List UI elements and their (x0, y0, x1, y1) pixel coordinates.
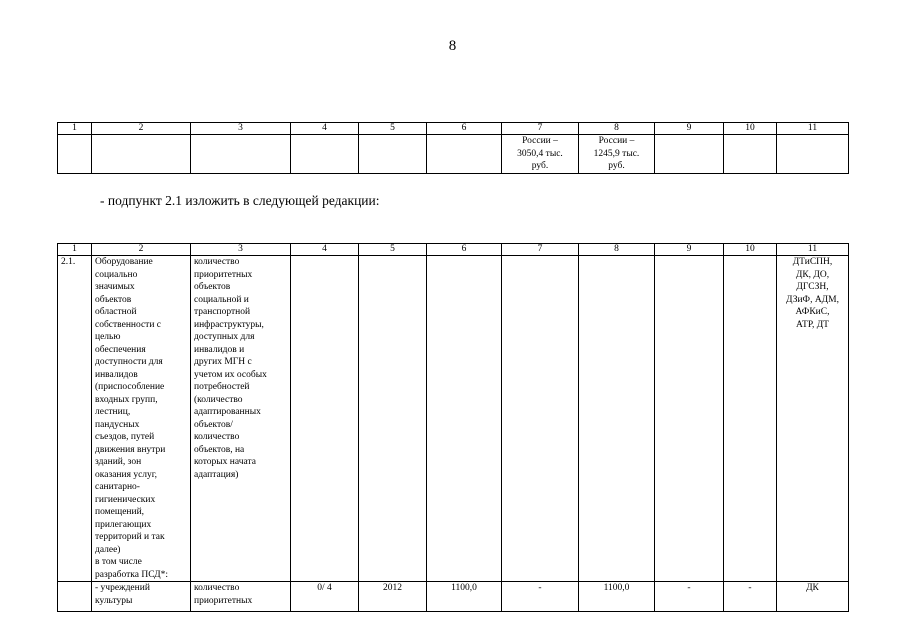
column-number: 8 (579, 244, 655, 256)
column-number: 7 (502, 244, 579, 256)
column-number: 3 (191, 123, 291, 135)
column-number: 8 (579, 123, 655, 135)
instruction-text: - подпункт 2.1 изложить в следующей редакции: (100, 193, 380, 208)
column-number: 5 (359, 244, 427, 256)
table-measures (57, 243, 849, 612)
executors-cell: ДТиСПН, ДК, ДО, ДГСЗН, ДЗиФ, АДМ, АФКиС, АТР, ДТ (786, 257, 839, 330)
total-funding-cell: 1100,0 (427, 582, 502, 612)
funding-cell: России – 1245,9 тыс. руб. (593, 136, 640, 171)
table-header-row (58, 244, 849, 256)
executors-cell: ДК (777, 582, 849, 612)
column-number: 11 (777, 244, 849, 256)
column-number: 11 (777, 123, 849, 135)
table-row (58, 256, 849, 582)
funding-cell: - (655, 582, 724, 612)
column-number: 1 (58, 123, 92, 135)
column-number: 6 (427, 123, 502, 135)
funding-cell: - (502, 582, 579, 612)
indicator-description: количество приоритетных объектов социальной и транспортной инфраструктуры, доступных для инвалидов и других МГН с учетом их особых потребностей (количество адаптированных объектов/ количество объектов, на которых начата адаптация) (194, 257, 267, 480)
column-number: 2 (92, 123, 191, 135)
column-number: 10 (724, 244, 777, 256)
table-header-row (58, 123, 849, 135)
table-continuation (57, 122, 849, 174)
column-number: 2 (92, 244, 191, 256)
column-number: 7 (502, 123, 579, 135)
indicator-description: количество приоритетных (194, 583, 253, 606)
year-cell: 2012 (359, 582, 427, 612)
page-number: 8 (448, 38, 457, 54)
column-number: 4 (291, 123, 359, 135)
column-number: 9 (655, 244, 724, 256)
measure-description: Оборудование социально значимых объектов областной собственности с целью обеспечения доступности для инвалидов (приспособление входных групп, лестниц, пандусных съездов, путей движения внутри зданий, зон оказания услуг, санитарно- гигиенических помещений, прилегающих территорий и так далее) в том числе разработка ПСД*: (95, 257, 168, 580)
column-number: 10 (724, 123, 777, 135)
table-row (58, 582, 849, 612)
measure-description: - учреждений культуры (95, 583, 150, 606)
column-number: 6 (427, 244, 502, 256)
column-number: 9 (655, 123, 724, 135)
funding-cell: России – 3050,4 тыс. руб. (517, 136, 563, 171)
column-number: 5 (359, 123, 427, 135)
table-row (58, 135, 849, 174)
funding-cell: 1100,0 (579, 582, 655, 612)
column-number: 3 (191, 244, 291, 256)
indicator-value: 0/ 4 (291, 582, 359, 612)
column-number: 4 (291, 244, 359, 256)
column-number: 1 (58, 244, 92, 256)
funding-cell: - (724, 582, 777, 612)
row-number: 2.1. (58, 256, 92, 582)
